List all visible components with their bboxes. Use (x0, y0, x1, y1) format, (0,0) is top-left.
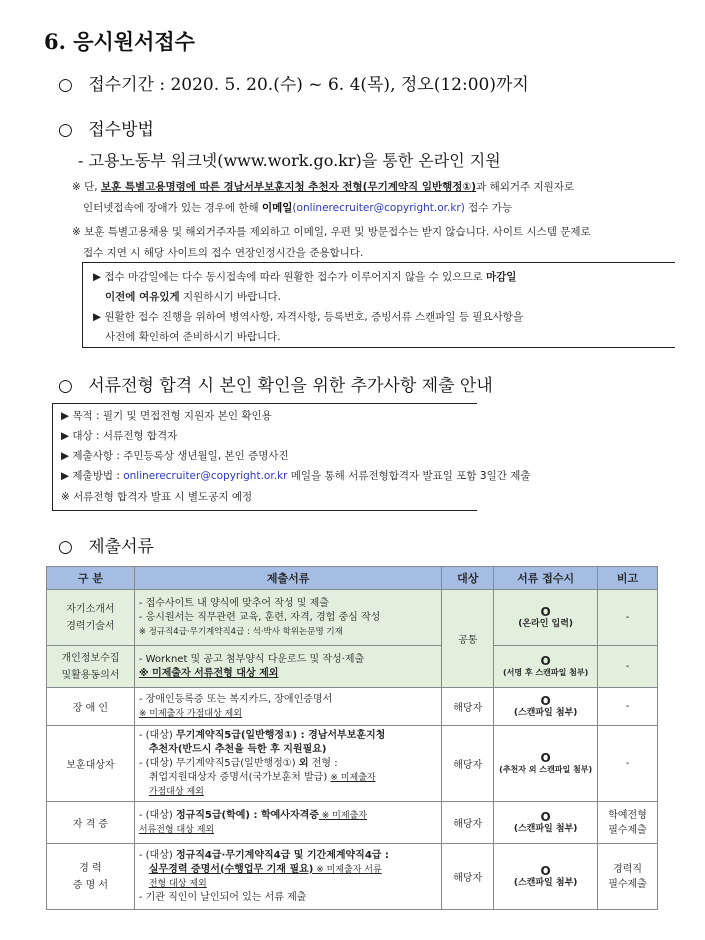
row-note: 경력직 필수제출 (598, 844, 658, 910)
row-target: 공통 (442, 590, 494, 688)
method-note1-line2: 인터넷접속에 장애가 있는 경우에 한해 이메일(onlinerecruiter@copyright.or.kr) 접수 가능 (83, 202, 513, 214)
row-target: 해당자 (442, 802, 494, 844)
notice-line3: ▶ 원활한 접수 진행을 위하여 병역사항, 자격사항, 등록번호, 증빙서류 스캔파일 등 필요사항을 (93, 311, 524, 323)
method-note1-line1: ※ 단, 보훈 특별고용명령에 따른 경남서부보훈지청 추천자 전형(무기계약직 일반행정①)과 해외거주 지원자로 (72, 181, 575, 193)
extra-line5: ※ 서류전형 합격자 발표 시 별도공지 예정 (61, 491, 253, 503)
table-row (47, 688, 658, 726)
bullet-circle: ○ (58, 75, 73, 95)
row-submission: O (스캔파일 첨부) (494, 688, 598, 726)
extra-line4: ▶ 제출방법 : onlinerecruiter@copyright.or.kr 메일을 통해 서류전형합격자 발표일 포함 3일간 제출 (61, 470, 531, 482)
row-target: 해당자 (442, 844, 494, 910)
row-documents: - Worknet 및 공고 첨부양식 다운로드 및 작성·제출 ※ 미제출자 서류전형 대상 제외 (134, 646, 441, 688)
bullet-circle: ○ (58, 537, 73, 557)
email-link[interactable]: onlinerecruiter@copyright.or.kr (123, 470, 288, 482)
method-line: - 고용노동부 워크넷(www.work.go.kr)을 통한 온라인 지원 (78, 151, 501, 170)
row-submission: O (스캔파일 첨부) (494, 802, 598, 844)
row-submission: O (스캔파일 첨부) (494, 844, 598, 910)
table-row (47, 844, 658, 910)
docs-heading (58, 532, 154, 557)
row-category: 장 애 인 (47, 688, 135, 726)
row-category: 보훈대상자 (47, 726, 135, 802)
extra-heading (58, 371, 493, 396)
table-row (47, 646, 658, 688)
period-text: 접수기간 : 2020. 5. 20.(수) ~ 6. 4(목), 정오(12:00)까지 (88, 75, 529, 95)
method-note2-line2: 접수 지연 시 해당 사이트의 접수 연장인정시간을 준용합니다. (83, 247, 364, 259)
row-category: 자기소개서 경력기술서 (47, 590, 135, 646)
extra-line2: ▶ 대상 : 서류전형 합격자 (61, 430, 178, 442)
row-target: 해당자 (442, 726, 494, 802)
row-note: 학예전형 필수제출 (598, 802, 658, 844)
bullet-circle: ○ (58, 376, 73, 396)
header-submission: 서류 접수시 (494, 567, 598, 590)
row-documents: - (대상) 무기계약직5급(일반행정①) : 경남서부보훈지청 추천자(반드시 추천을 득한 후 지원필요) - (대상) 무기계약직5급(일반행정①) 외 전형 : 취업지원대상자 증명서(국가보훈처 발급) ※ 미제출자 가점대상 제외 (134, 726, 441, 802)
row-note: - (598, 688, 658, 726)
row-note: - (598, 646, 658, 688)
row-documents: - (대상) 정규직4급·무기계약직4급 및 기간제계약직4급 : 실무경력 증명서(수행업무 기재 필요) ※ 미제출자 서류 전형 대상 제외 - 기관 직인이 날인되어 있는 서류 제출 (134, 844, 441, 910)
row-category: 경 력 증 명 서 (47, 844, 135, 910)
table-row (47, 726, 658, 802)
section-title: 6. 응시원서접수 (44, 29, 195, 54)
method-notice-box (82, 262, 675, 348)
extra-heading-text: 서류전형 합격 시 본인 확인을 위한 추가사항 제출 안내 (88, 376, 493, 396)
header-note: 비고 (598, 567, 658, 590)
header-category: 구 분 (47, 567, 135, 590)
row-documents: - 접수사이트 내 양식에 맞추어 작성 및 제출 - 응시원서는 직무관련 교육, 훈련, 자격, 경험 중심 작성 ※ 정규직4급·무기계약직4급 : 석·박사 학위논문명 기재 (134, 590, 441, 646)
method-heading (58, 115, 154, 140)
row-submission: O (온라인 입력) (494, 590, 598, 646)
method-note2-line1: ※ 보훈 특별고용채용 및 해외거주자를 제외하고 이메일, 우편 및 방문접수는 받지 않습니다. 사이트 시스템 문제로 (72, 226, 591, 238)
row-category: 자 격 증 (47, 802, 135, 844)
table-row (47, 590, 658, 646)
period-line (58, 70, 529, 95)
extra-box (52, 403, 531, 511)
notice-line4: 사전에 확인하여 준비하시기 바랍니다. (105, 331, 281, 343)
row-note: - (598, 726, 658, 802)
row-documents: - 장애인등록증 또는 복지카드, 장애인증명서 ※ 미제출자 가점대상 제외 (134, 688, 441, 726)
notice-line1: ▶ 접수 마감일에는 다수 동시접속에 따라 원활한 접수가 이루어지지 않을 수 있으므로 마감일 (93, 271, 517, 283)
email-link[interactable]: (onlinerecruiter@copyright.or.kr) (292, 202, 465, 214)
row-target: 해당자 (442, 688, 494, 726)
notice-line2: 이전에 여유있게 지원하시기 바랍니다. (105, 291, 281, 303)
extra-line1: ▶ 목적 : 필기 및 면접전형 지원자 본인 확인용 (61, 410, 272, 422)
docs-heading-text: 제출서류 (88, 537, 154, 557)
table-header-row (47, 567, 658, 590)
documents-table (46, 566, 658, 910)
row-submission: O (서명 후 스캔파일 첨부) (494, 646, 598, 688)
bullet-circle: ○ (58, 120, 73, 140)
header-documents: 제출서류 (134, 567, 441, 590)
table-row (47, 802, 658, 844)
row-category: 개인정보수집 및활용동의서 (47, 646, 135, 688)
row-documents: - (대상) 정규직5급(학예) : 학예사자격증 ※ 미제출자 서류전형 대상 제외 (134, 802, 441, 844)
row-note: - (598, 590, 658, 646)
method-heading-text: 접수방법 (88, 120, 154, 140)
extra-line3: ▶ 제출사항 : 주민등록상 생년월일, 본인 증명사진 (61, 450, 289, 462)
header-target: 대상 (442, 567, 494, 590)
row-submission: O (추천자 외 스캔파일 첨부) (494, 726, 598, 802)
